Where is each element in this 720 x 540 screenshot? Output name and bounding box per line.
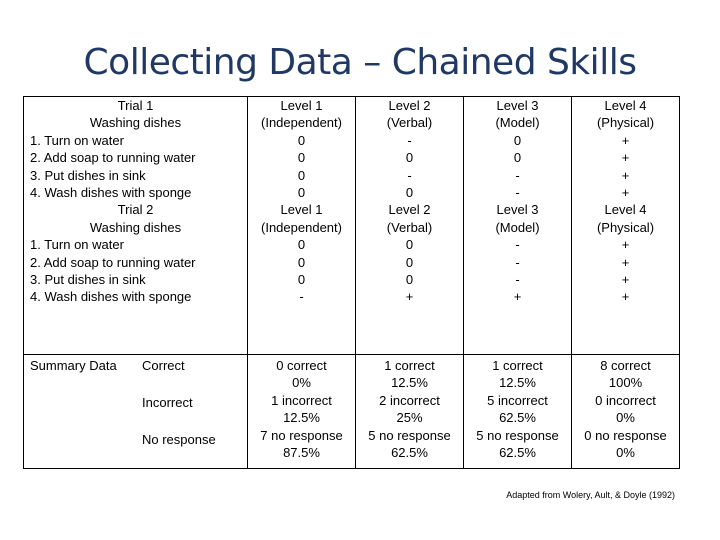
step-item: 4. Wash dishes with sponge [30,185,192,201]
mark: 0 [297,185,306,201]
mark: 0 [297,254,306,270]
mark: 0 [513,150,522,166]
mark: + [621,272,630,288]
summary-value: 25% [396,410,423,426]
mark: - [407,167,412,183]
mark: + [621,237,630,253]
mark: - [515,254,520,270]
summary-value: 0% [616,444,635,460]
mark: 0 [513,132,522,148]
mark: 0 [297,237,306,253]
summary-value: 100% [608,375,643,391]
summary-value: 0 correct [276,357,327,373]
mark: - [515,185,520,201]
level-1-column [248,97,356,355]
response-label-incorrect: Incorrect [142,394,193,410]
summary-value: 12.5% [391,375,428,391]
summary-value: 1 correct [384,357,435,373]
summary-value: 0% [292,375,311,391]
level-name: Level 2 [388,202,431,218]
mark: 0 [297,167,306,183]
trial-heading: Trial 1 [117,98,154,113]
level-name: Level 3 [496,98,539,113]
summary-value: 7 no response [260,427,343,443]
step-item: 2. Add soap to running water [30,254,196,270]
summary-level-4 [572,354,680,468]
mark: + [621,254,630,270]
summary-value: 1 correct [492,357,543,373]
summary-level-2 [356,354,464,468]
trial-task: Washing dishes [89,219,182,235]
mark: - [407,132,412,148]
step-item: 4. Wash dishes with sponge [30,289,192,305]
level-type: (Physical) [596,219,655,235]
mark: 0 [297,150,306,166]
level-3-column [464,97,572,355]
mark: 0 [405,272,414,288]
step-item: 3. Put dishes in sink [30,272,146,288]
level-name: Level 4 [604,98,647,113]
summary-label-cell [24,354,248,468]
mark: 0 [297,272,306,288]
page-title: Collecting Data – Chained Skills [83,42,637,83]
summary-value: 0% [616,410,635,426]
mark: 0 [297,132,306,148]
trial-heading: Trial 2 [117,202,154,218]
level-name: Level 1 [280,98,323,113]
summary-value: 12.5% [499,375,536,391]
summary-value: 5 incorrect [487,392,548,408]
level-2-column [356,97,464,355]
steps-cell [24,97,248,355]
level-name: Level 1 [280,202,323,218]
summary-value: 0 no response [584,427,667,443]
mark: + [621,132,630,148]
summary-value: 62.5% [499,444,536,460]
summary-value: 2 incorrect [379,392,440,408]
mark: + [513,289,522,305]
response-label-correct: Correct [142,357,185,373]
mark: + [621,289,630,305]
mark: - [515,167,520,183]
response-label-no-response: No response [142,431,216,447]
summary-level-1 [248,354,356,468]
step-item: 1. Turn on water [30,132,124,148]
step-item: 3. Put dishes in sink [30,167,146,183]
summary-value: 8 correct [600,357,651,373]
level-type: (Verbal) [386,115,433,131]
level-4-column [572,97,680,355]
mark: + [621,167,630,183]
step-item: 2. Add soap to running water [30,150,196,166]
mark: - [299,289,304,305]
summary-value: 5 no response [476,427,559,443]
level-name: Level 3 [496,202,539,218]
mark: + [621,150,630,166]
mark: + [621,185,630,201]
level-type: (Model) [495,219,540,235]
mark: 0 [405,237,414,253]
mark: - [515,272,520,288]
summary-row [24,354,680,468]
summary-value: 5 no response [368,427,451,443]
mark: 0 [405,185,414,201]
data-table [23,96,680,469]
level-type: (Independent) [261,219,342,235]
summary-value: 62.5% [499,410,536,426]
level-type: (Verbal) [386,219,433,235]
summary-label: Summary Data [30,357,117,373]
level-name: Level 2 [388,98,431,113]
mark: 0 [405,254,414,270]
trial-task: Washing dishes [89,115,182,131]
step-item: 1. Turn on water [30,237,124,253]
summary-value: 0 incorrect [595,392,656,408]
level-type: (Physical) [596,115,655,131]
mark: + [405,289,414,305]
summary-value: 1 incorrect [271,392,332,408]
summary-value: 62.5% [391,444,428,460]
mark: - [515,237,520,253]
mark: 0 [405,150,414,166]
summary-value: 87.5% [283,444,320,460]
citation: Adapted from Wolery, Ault, & Doyle (1992) [506,490,675,500]
summary-value: 12.5% [283,410,320,426]
level-type: (Model) [495,115,540,131]
trials-row [24,97,680,355]
summary-level-3 [464,354,572,468]
level-type: (Independent) [261,115,342,131]
level-name: Level 4 [604,202,647,218]
